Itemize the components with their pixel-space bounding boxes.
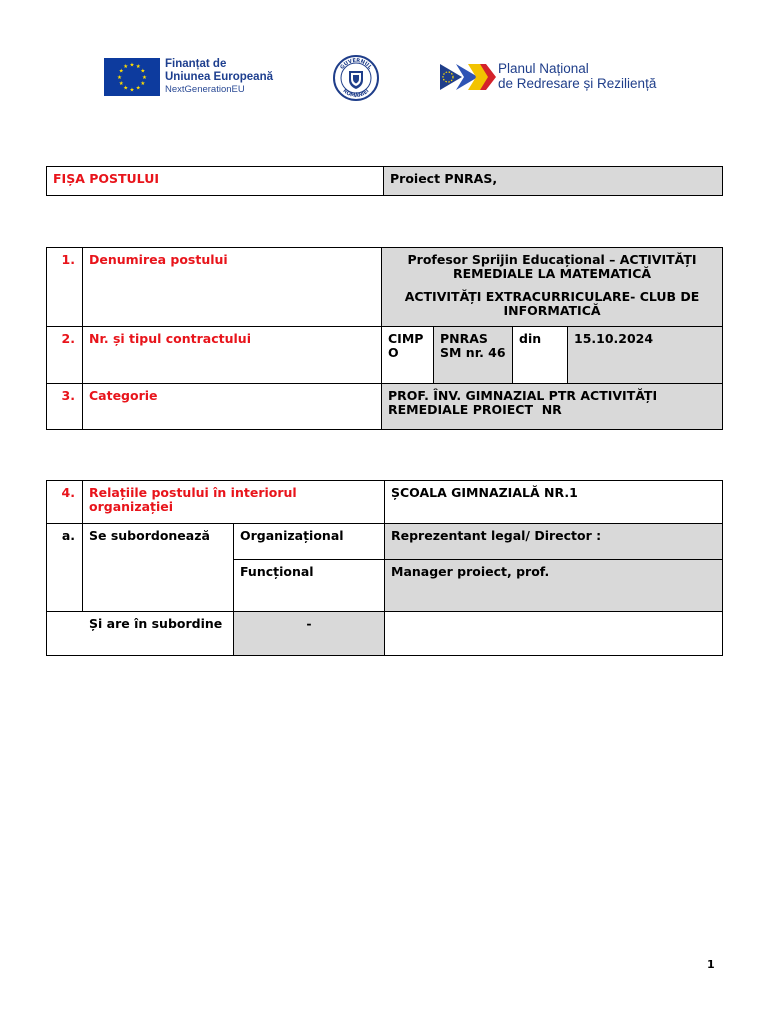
- subordinates-extra: [385, 612, 723, 656]
- eu-star-icon: ★: [123, 85, 129, 92]
- eu-logo-line1: Finanțat de: [165, 58, 227, 70]
- eu-logo: [104, 58, 276, 98]
- functional-value: Manager proiect, prof.: [385, 560, 723, 612]
- job-name-label: Denumirea postului: [83, 248, 382, 327]
- job-name-line2: ACTIVITĂȚI EXTRACURRICULARE- CLUB DE INFORMATICĂ: [404, 289, 700, 318]
- category-value: PROF. ÎNV. GIMNAZIAL PTR ACTIVITĂȚI REMEDIALE PROIECT NR: [382, 384, 723, 430]
- header-logos: [0, 52, 768, 104]
- gov-logo-bottom-text: ROMÂNIEI: [341, 88, 371, 100]
- eu-flag-icon: [104, 58, 160, 96]
- row-number: 4.: [47, 481, 83, 524]
- eu-star-icon: ★: [118, 81, 124, 88]
- eu-star-icon: ★: [129, 87, 135, 94]
- eu-star-icon: ★: [129, 62, 135, 69]
- pnrr-logo: [438, 60, 688, 96]
- project-name: Proiect PNRAS,: [384, 167, 723, 196]
- school-name: ȘCOALA GIMNAZIALĂ NR.1: [385, 481, 723, 524]
- eu-star-icon: ★: [140, 68, 146, 75]
- pnrr-logo-line2: de Redresare și Reziliență: [498, 76, 657, 91]
- category-label: Categorie: [83, 384, 382, 430]
- eu-star-icon: ★: [135, 85, 141, 92]
- page-number: 1: [707, 958, 715, 971]
- eu-star-icon: ★: [118, 68, 124, 75]
- job-title-table: [46, 166, 723, 196]
- subordinates-value: -: [234, 612, 385, 656]
- contract-number: PNRAS SM nr. 46: [434, 327, 513, 384]
- eu-star-icon: ★: [117, 74, 122, 81]
- job-details-table: [46, 247, 723, 430]
- relations-table: [46, 480, 723, 656]
- contract-date-label: din: [513, 327, 568, 384]
- subordinates-label: Și are în subordine: [47, 612, 234, 656]
- eu-star-icon: ★: [142, 74, 147, 81]
- eu-star-icon: ★: [123, 63, 129, 70]
- eu-star-icon: ★: [140, 81, 146, 88]
- gov-logo-top-text: GUVERNUL: [339, 57, 373, 71]
- eu-logo-line2: Uniunea Europeană: [165, 71, 273, 83]
- contract-type: CIMPO: [382, 327, 434, 384]
- organizational-label: Organizațional: [234, 524, 385, 560]
- job-name-value: [382, 248, 723, 327]
- functional-label: Funcțional: [234, 560, 385, 612]
- gov-logo: [332, 54, 380, 102]
- organizational-value: Reprezentant legal/ Director :: [385, 524, 723, 560]
- contract-date: 15.10.2024: [568, 327, 723, 384]
- subordination-label: Se subordonează: [83, 524, 234, 612]
- relations-label: Relațiile postului în interiorul organizației: [83, 481, 385, 524]
- eu-logo-line3: NextGenerationEU: [165, 84, 245, 95]
- pnrr-emblem-icon: [438, 60, 496, 94]
- eu-star-icon: ★: [135, 63, 141, 70]
- row-number: 1.: [47, 248, 83, 327]
- contract-label: Nr. și tipul contractului: [83, 327, 382, 384]
- row-number: 3.: [47, 384, 83, 430]
- row-letter: a.: [47, 524, 83, 612]
- row-number: 2.: [47, 327, 83, 384]
- job-name-line1: Profesor Sprijin Educațional – ACTIVITĂȚI REMEDIALE LA MATEMATICĂ: [407, 252, 697, 281]
- job-sheet-title: FIȘA POSTULUI: [47, 167, 384, 196]
- pnrr-logo-line1: Planul Național: [498, 61, 589, 76]
